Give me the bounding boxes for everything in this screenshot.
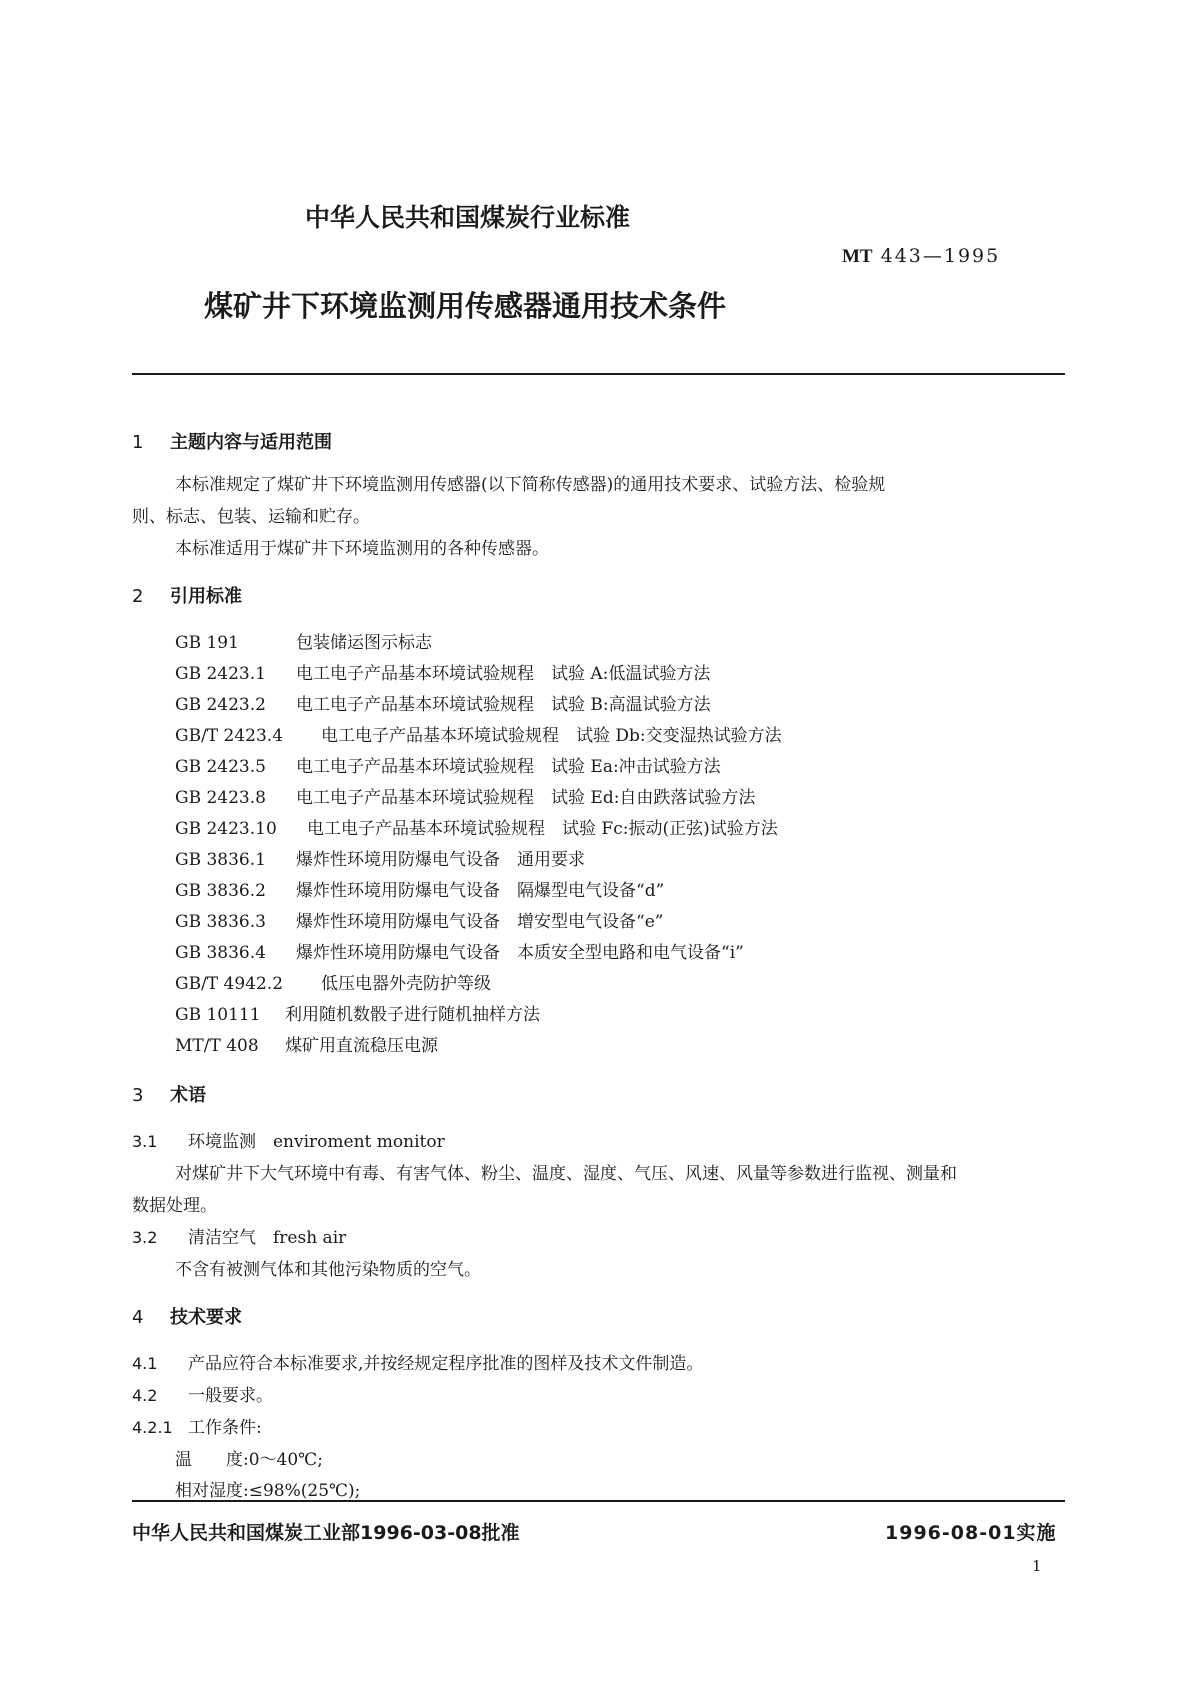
reference-item: GB 2423.1 电工电子产品基本环境试验规程 试验 A:低温试验方法 — [175, 664, 711, 684]
section-1-paragraph-2: 本标准适用于煤矿井下环境监测用的各种传感器。 — [175, 539, 549, 559]
footer-divider — [132, 1500, 1065, 1502]
reference-item: GB 2423.2 电工电子产品基本环境试验规程 试验 B:高温试验方法 — [175, 695, 711, 715]
reference-item: GB 2423.5 电工电子产品基本环境试验规程 试验 Ea:冲击试验方法 — [175, 757, 721, 777]
reference-item: GB 3836.4 爆炸性环境用防爆电气设备 本质安全型电路和电气设备“i” — [175, 943, 744, 963]
section-1-heading: 1 主题内容与适用范围 — [132, 432, 332, 453]
term-3-2-definition: 不含有被测气体和其他污染物质的空气。 — [175, 1260, 481, 1280]
term-3-1-definition-line-2: 数据处理。 — [132, 1196, 217, 1216]
reference-item: GB 3836.1 爆炸性环境用防爆电气设备 通用要求 — [175, 850, 585, 870]
section-1-paragraph-1-line-2: 则、标志、包装、运输和贮存。 — [132, 507, 370, 527]
term-3-1: 3.1 环境监测 enviroment monitor — [132, 1132, 445, 1152]
section-3-heading: 3 术语 — [132, 1085, 206, 1106]
clause-4-2: 4.2 一般要求。 — [132, 1386, 273, 1406]
effective-date: 1996-08-01实施 — [885, 1522, 1057, 1544]
header-divider — [132, 373, 1065, 375]
reference-item: MT/T 408 煤矿用直流稳压电源 — [175, 1036, 438, 1056]
standard-code-prefix: MT — [842, 246, 873, 267]
reference-item: GB 2423.10 电工电子产品基本环境试验规程 试验 Fc:振动(正弦)试验方法 — [175, 819, 778, 839]
reference-item: GB 3836.2 爆炸性环境用防爆电气设备 隔爆型电气设备“d” — [175, 881, 665, 901]
working-condition-humidity: 相对湿度:≤98%(25℃); — [175, 1481, 361, 1501]
reference-item: GB 191 包装储运图示标志 — [175, 633, 432, 653]
standard-code-number: 443—1995 — [880, 245, 1001, 267]
page-number: 1 — [1032, 1557, 1042, 1575]
reference-item: GB/T 2423.4 电工电子产品基本环境试验规程 试验 Db:交变湿热试验方法 — [175, 726, 782, 746]
section-4-heading: 4 技术要求 — [132, 1307, 242, 1328]
reference-item: GB/T 4942.2 低压电器外壳防护等级 — [175, 974, 491, 994]
reference-item: GB 3836.3 爆炸性环境用防爆电气设备 增安型电气设备“e” — [175, 912, 664, 932]
clause-4-2-1: 4.2.1 工作条件: — [132, 1418, 262, 1438]
issuing-org: 中华人民共和国煤炭行业标准 — [305, 203, 631, 232]
reference-item: GB 10111 利用随机数骰子进行随机抽样方法 — [175, 1005, 540, 1025]
document-title: 煤矿井下环境监测用传感器通用技术条件 — [204, 289, 727, 323]
approval-line: 中华人民共和国煤炭工业部1996-03-08批准 — [132, 1522, 520, 1544]
standard-code — [842, 245, 1000, 268]
section-1-paragraph-1-line-1: 本标准规定了煤矿井下环境监测用传感器(以下简称传感器)的通用技术要求、试验方法、检验规 — [175, 475, 886, 495]
working-condition-temperature: 温 度:0～40℃; — [175, 1450, 323, 1470]
section-2-heading: 2 引用标准 — [132, 586, 242, 607]
reference-item: GB 2423.8 电工电子产品基本环境试验规程 试验 Ed:自由跌落试验方法 — [175, 788, 756, 808]
clause-4-1: 4.1 产品应符合本标准要求,并按经规定程序批准的图样及技术文件制造。 — [132, 1354, 704, 1374]
term-3-1-definition-line-1: 对煤矿井下大气环境中有毒、有害气体、粉尘、温度、湿度、气压、风速、风量等参数进行监视、测量和 — [175, 1164, 957, 1184]
term-3-2: 3.2 清洁空气 fresh air — [132, 1228, 347, 1248]
